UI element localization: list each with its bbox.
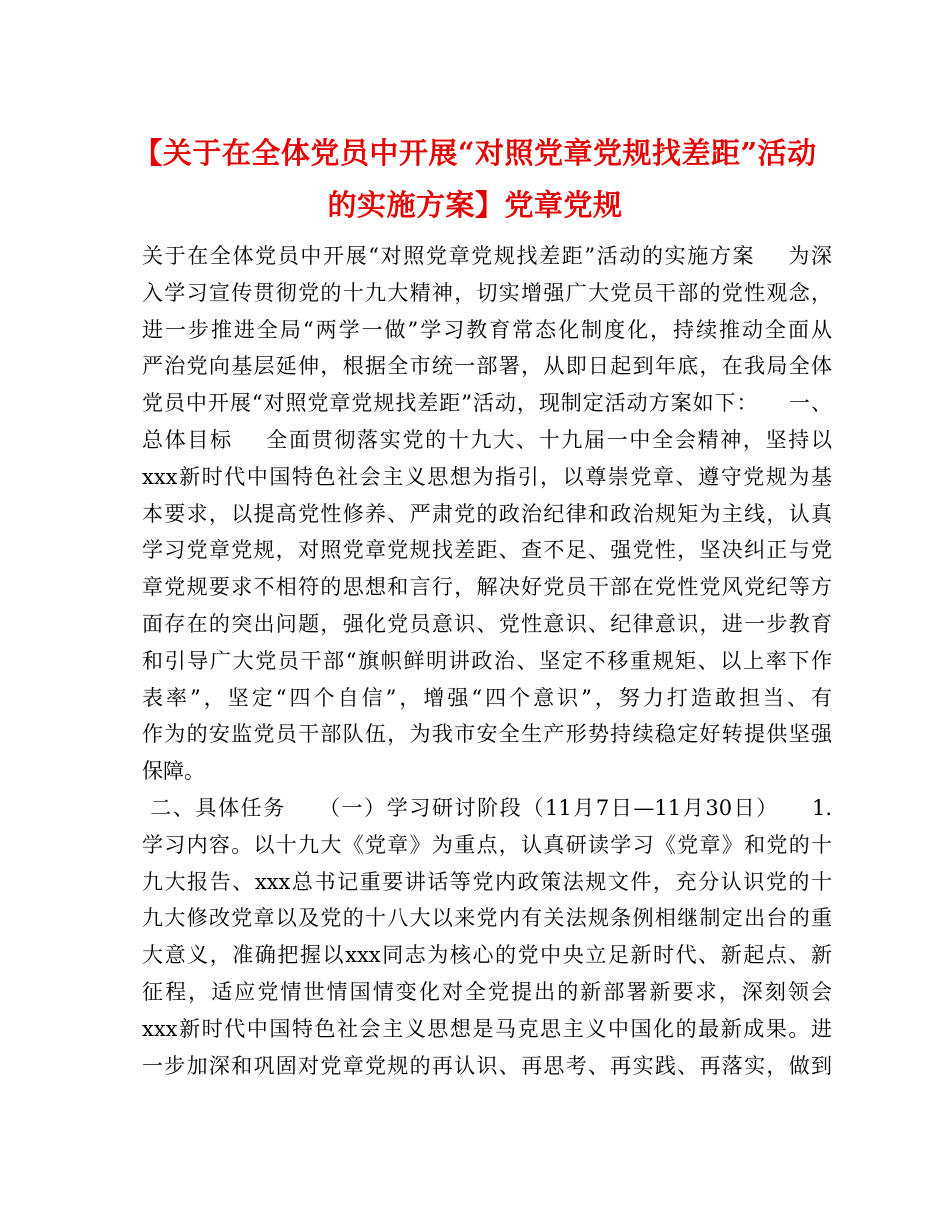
text-line: 学习党章党规，对照党章党规找差距、查不足、强党性，坚决纠正与党: [142, 538, 832, 563]
paragraph: [142, 238, 832, 790]
text-line: 九大修改党章以及党的十八大以来党内有关法规条例相继制定出台的重: [142, 906, 832, 931]
text-line: 九大报告、xxx总书记重要讲话等党内政策法规文件，充分认识党的十: [142, 869, 832, 894]
text-line: xxx新时代中国特色社会主义思想是马克思主义中国化的最新成果。进: [142, 1016, 832, 1041]
text-line: 征程，适应党情世情国情变化对全党提出的新部署新要求，深刻领会: [142, 979, 832, 1004]
paragraph: [142, 790, 832, 1084]
text-line: 表率”，坚定“四个自信”，增强“四个意识”，努力打造敢担当、有: [142, 685, 832, 710]
text-line: xxx新时代中国特色社会主义思想为指引，以尊崇党章、遵守党规为基: [142, 464, 832, 489]
text-line: 入学习宣传贯彻党的十九大精神，切实增强广大党员干部的党性观念，: [142, 280, 832, 305]
text-line: 二、具体任务 （一）学习研讨阶段（11月7日—11月30日） 1.: [142, 795, 832, 820]
text-line: 和引导广大党员干部“旗帜鲜明讲政治、坚定不移重规矩、以上率下作: [142, 648, 832, 673]
text-line: 本要求，以提高党性修养、严肃党的政治纪律和政治规矩为主线，认真: [142, 501, 832, 526]
text-line: 面存在的突出问题，强化党员意识、党性意识、纪律意识，进一步教育: [142, 611, 832, 636]
text-line: 作为的安监党员干部队伍，为我市安全生产形势持续稳定好转提供坚强: [142, 722, 832, 747]
text-line: 关于在全体党员中开展“对照党章党规找差距”活动的实施方案 为深: [142, 244, 832, 268]
text-line: 章党规要求不相符的思想和言行，解决好党员干部在党性党风党纪等方: [142, 575, 832, 600]
text-line: 大意义，准确把握以xxx同志为核心的党中央立足新时代、新起点、新: [142, 943, 832, 968]
text-line: 总体目标 全面贯彻落实党的十九大、十九届一中全会精神，坚持以: [142, 427, 832, 452]
text-line: 进一步推进全局“两学一做”学习教育常态化制度化，持续推动全面从: [142, 317, 832, 342]
document-body: [142, 238, 832, 1084]
text-line: 党员中开展“对照党章党规找差距”活动，现制定活动方案如下： 一、: [142, 391, 832, 416]
text-line: 严治党向基层延伸，根据全市统一部署，从即日起到年底，在我局全体: [142, 354, 832, 379]
text-line: 学习内容。以十九大《党章》为重点，认真研读学习《党章》和党的十: [142, 832, 832, 857]
title-line: 的实施方案】党章党规: [327, 188, 623, 222]
title-line: 【关于在全体党员中开展“对照党章党规找差距”活动: [133, 136, 817, 170]
document-title: [120, 127, 830, 231]
text-line: 保障。: [142, 759, 205, 784]
text-line: 一步加深和巩固对党章党规的再认识、再思考、再实践、再落实，做到: [142, 1053, 832, 1078]
